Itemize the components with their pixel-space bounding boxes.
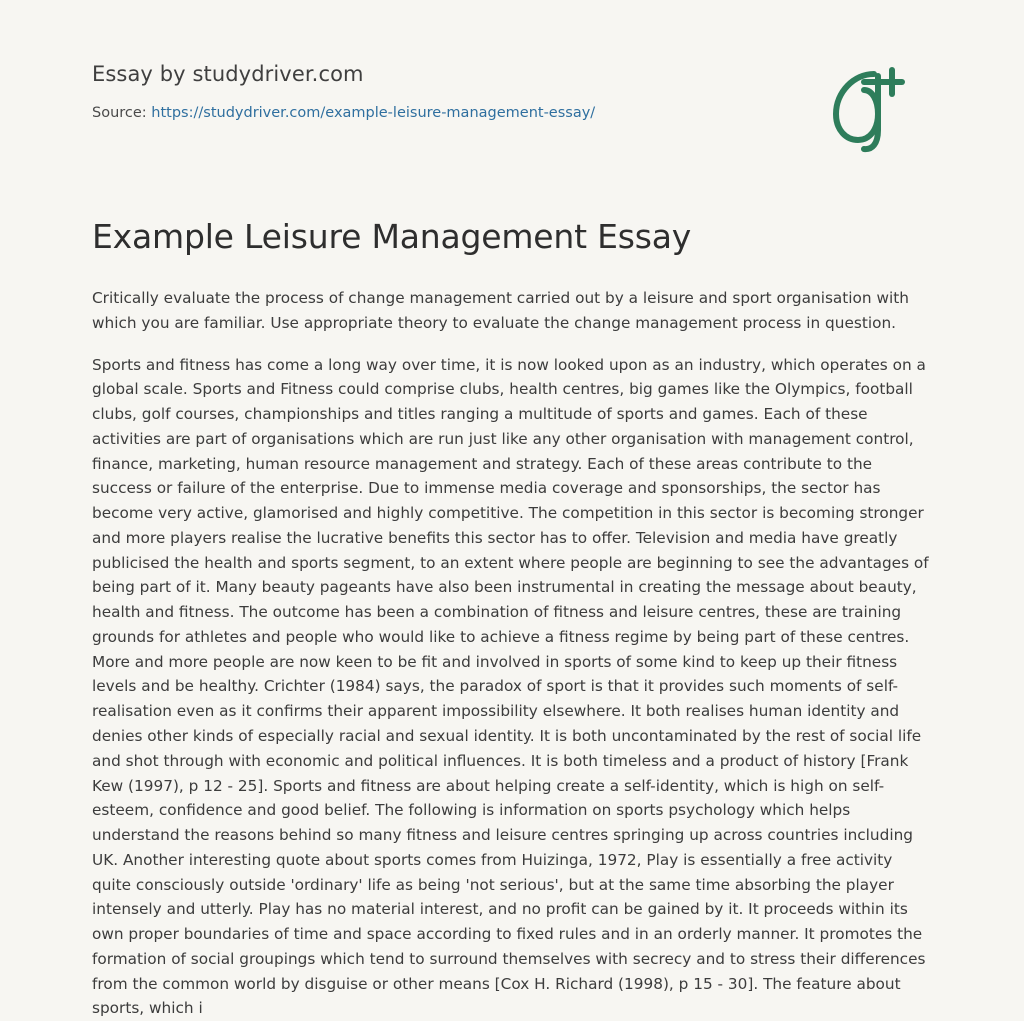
document-header <box>0 0 1024 121</box>
document-body <box>0 256 1024 1021</box>
essay-by-prefix: Essay by <box>92 62 193 86</box>
studydriver-logo-icon <box>806 52 926 162</box>
source-label: Source: <box>92 105 152 121</box>
page-title: Example Leisure Management Essay <box>92 217 692 256</box>
brand-name: studydriver.com <box>192 62 364 86</box>
paragraph-body: Sports and fitness has come a long way over time, it is now looked upon as an industry, which operates on a global scale. Sports and Fitness could comprise clubs, health centres, big games like the Olympics, football clubs, golf courses, championships and titles ranging a multitude of sports and games. Each of these activities are part of organisations which are run just like any other organisation with management control, finance, marketing, human resource management and strategy. Each of these areas contribute to the success or failure of the enterprise. Due to immense media coverage and sponsorships, the sector has become very active, glamorised and highly competitive. The competition in this sector is becoming stronger and more players realise the lucrative benefits this sector has to offer. Television and media have greatly publicised the health and sports segment, to an extent where people are beginning to see the advantages of being part of it. Many beauty pageants have also been instrumental in creating the message about beauty, health and fitness. The outcome has been a combination of fitness and leisure centres, these are training grounds for athletes and people who would like to achieve a fitness regime by being part of these centres. More and more people are now keen to be fit and involved in sports of some kind to keep up their fitness levels and be healthy. Crichter (1984) says, the paradox of sport is that it provides such moments of self-realisation even as it confirms their apparent impossibility elsewhere. It both realises human identity and denies other kinds of especially racial and sexual identity. It is both uncontaminated by the rest of social life and shot through with economic and political influences. It is both timeless and a product of history [Frank Kew (1997), p 12 - 25]. Sports and fitness are about helping create a self-identity, which is high on self-esteem, confidence and good belief. The following is information on sports psychology which helps understand the reasons behind so many fitness and leisure centres springing up across countries including UK. Another interesting quote about sports comes from Huizinga, 1972, Play is essentially a free activity quite consciously outside 'ordinary' life as being 'not serious', but at the same time absorbing the player intensely and utterly. Play has no material interest, and no profit can be gained by it. It proceeds within its own proper boundaries of time and space according to fixed rules and in an orderly manner. It promotes the formation of social groupings which tend to surround themselves with secrecy and to stress their differences from the common world by disguise or other means [Cox H. Richard (1998), p 15 - 30]. The feature about sports, which i <box>92 355 929 1018</box>
paragraph-prompt: Critically evaluate the process of change management carried out by a leisure and sport organisation with which you are familiar. Use appropriate theory to evaluate the change management process in question. <box>92 289 909 332</box>
source-url-link[interactable]: https://studydriver.com/example-leisure-management-essay/ <box>151 105 596 121</box>
